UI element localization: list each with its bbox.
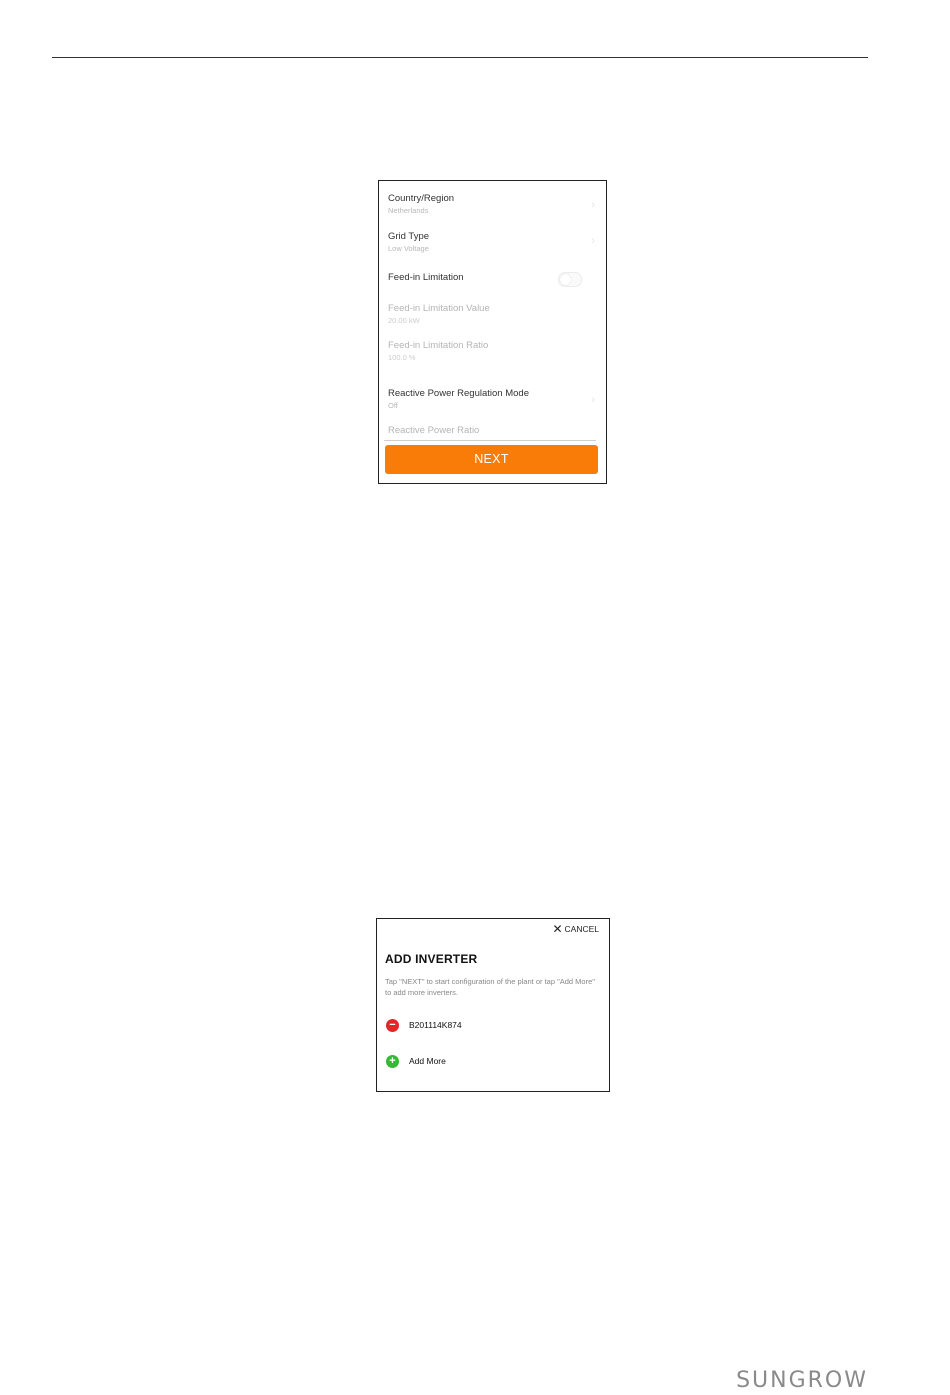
feed-in-limitation-row xyxy=(388,272,598,283)
feed-in-limitation-ratio-value: 100.0 % xyxy=(388,353,416,362)
sungrow-logo: SUNGROW xyxy=(736,1368,868,1393)
grid-type-row[interactable] xyxy=(388,231,598,253)
chevron-right-icon: › xyxy=(591,199,595,211)
add-more-row[interactable] xyxy=(386,1054,446,1068)
instruction-text: Tap "NEXT" to start configuration of the plant or tap "Add More" to add more inverters. xyxy=(385,977,595,997)
feed-in-limitation-toggle[interactable] xyxy=(558,272,582,287)
list-item xyxy=(386,1018,462,1032)
page-title: ADD INVERTER xyxy=(385,952,478,966)
chevron-right-icon: › xyxy=(591,235,595,247)
country-region-value: Netherlands xyxy=(388,206,429,215)
divider xyxy=(384,440,596,441)
cancel-label: CANCEL xyxy=(564,924,599,934)
reactive-power-mode-value: Off xyxy=(388,401,398,410)
add-inverter-screenshot xyxy=(376,918,610,1092)
country-region-label: Country/Region xyxy=(388,193,455,204)
country-region-row[interactable] xyxy=(388,193,598,215)
add-icon[interactable]: + xyxy=(386,1055,399,1068)
feed-in-limitation-label: Feed-in Limitation xyxy=(388,272,464,283)
grid-type-label: Grid Type xyxy=(388,231,430,242)
feed-in-limitation-value-value: 20.00 kW xyxy=(388,316,420,325)
feed-in-limitation-value-row xyxy=(388,303,598,325)
reactive-power-mode-label: Reactive Power Regulation Mode xyxy=(388,388,529,399)
add-more-label: Add More xyxy=(409,1056,446,1066)
chevron-right-icon: › xyxy=(591,394,595,406)
cancel-button[interactable] xyxy=(552,923,599,935)
feed-in-limitation-ratio-row xyxy=(388,340,598,362)
feed-in-limitation-ratio-label: Feed-in Limitation Ratio xyxy=(388,340,489,351)
grid-type-value: Low Voltage xyxy=(388,244,429,253)
reactive-power-ratio-label: Reactive Power Ratio xyxy=(388,425,480,436)
close-icon: ✕ xyxy=(552,922,563,936)
reactive-power-mode-row[interactable] xyxy=(388,388,598,410)
next-button[interactable]: NEXT xyxy=(385,445,598,474)
grid-settings-screenshot xyxy=(378,180,607,484)
inverter-serial: B201114K874 xyxy=(409,1020,462,1030)
reactive-power-ratio-row xyxy=(388,425,598,436)
feed-in-limitation-value-label: Feed-in Limitation Value xyxy=(388,303,490,314)
remove-icon[interactable]: − xyxy=(386,1019,399,1032)
header-rule xyxy=(52,57,868,58)
